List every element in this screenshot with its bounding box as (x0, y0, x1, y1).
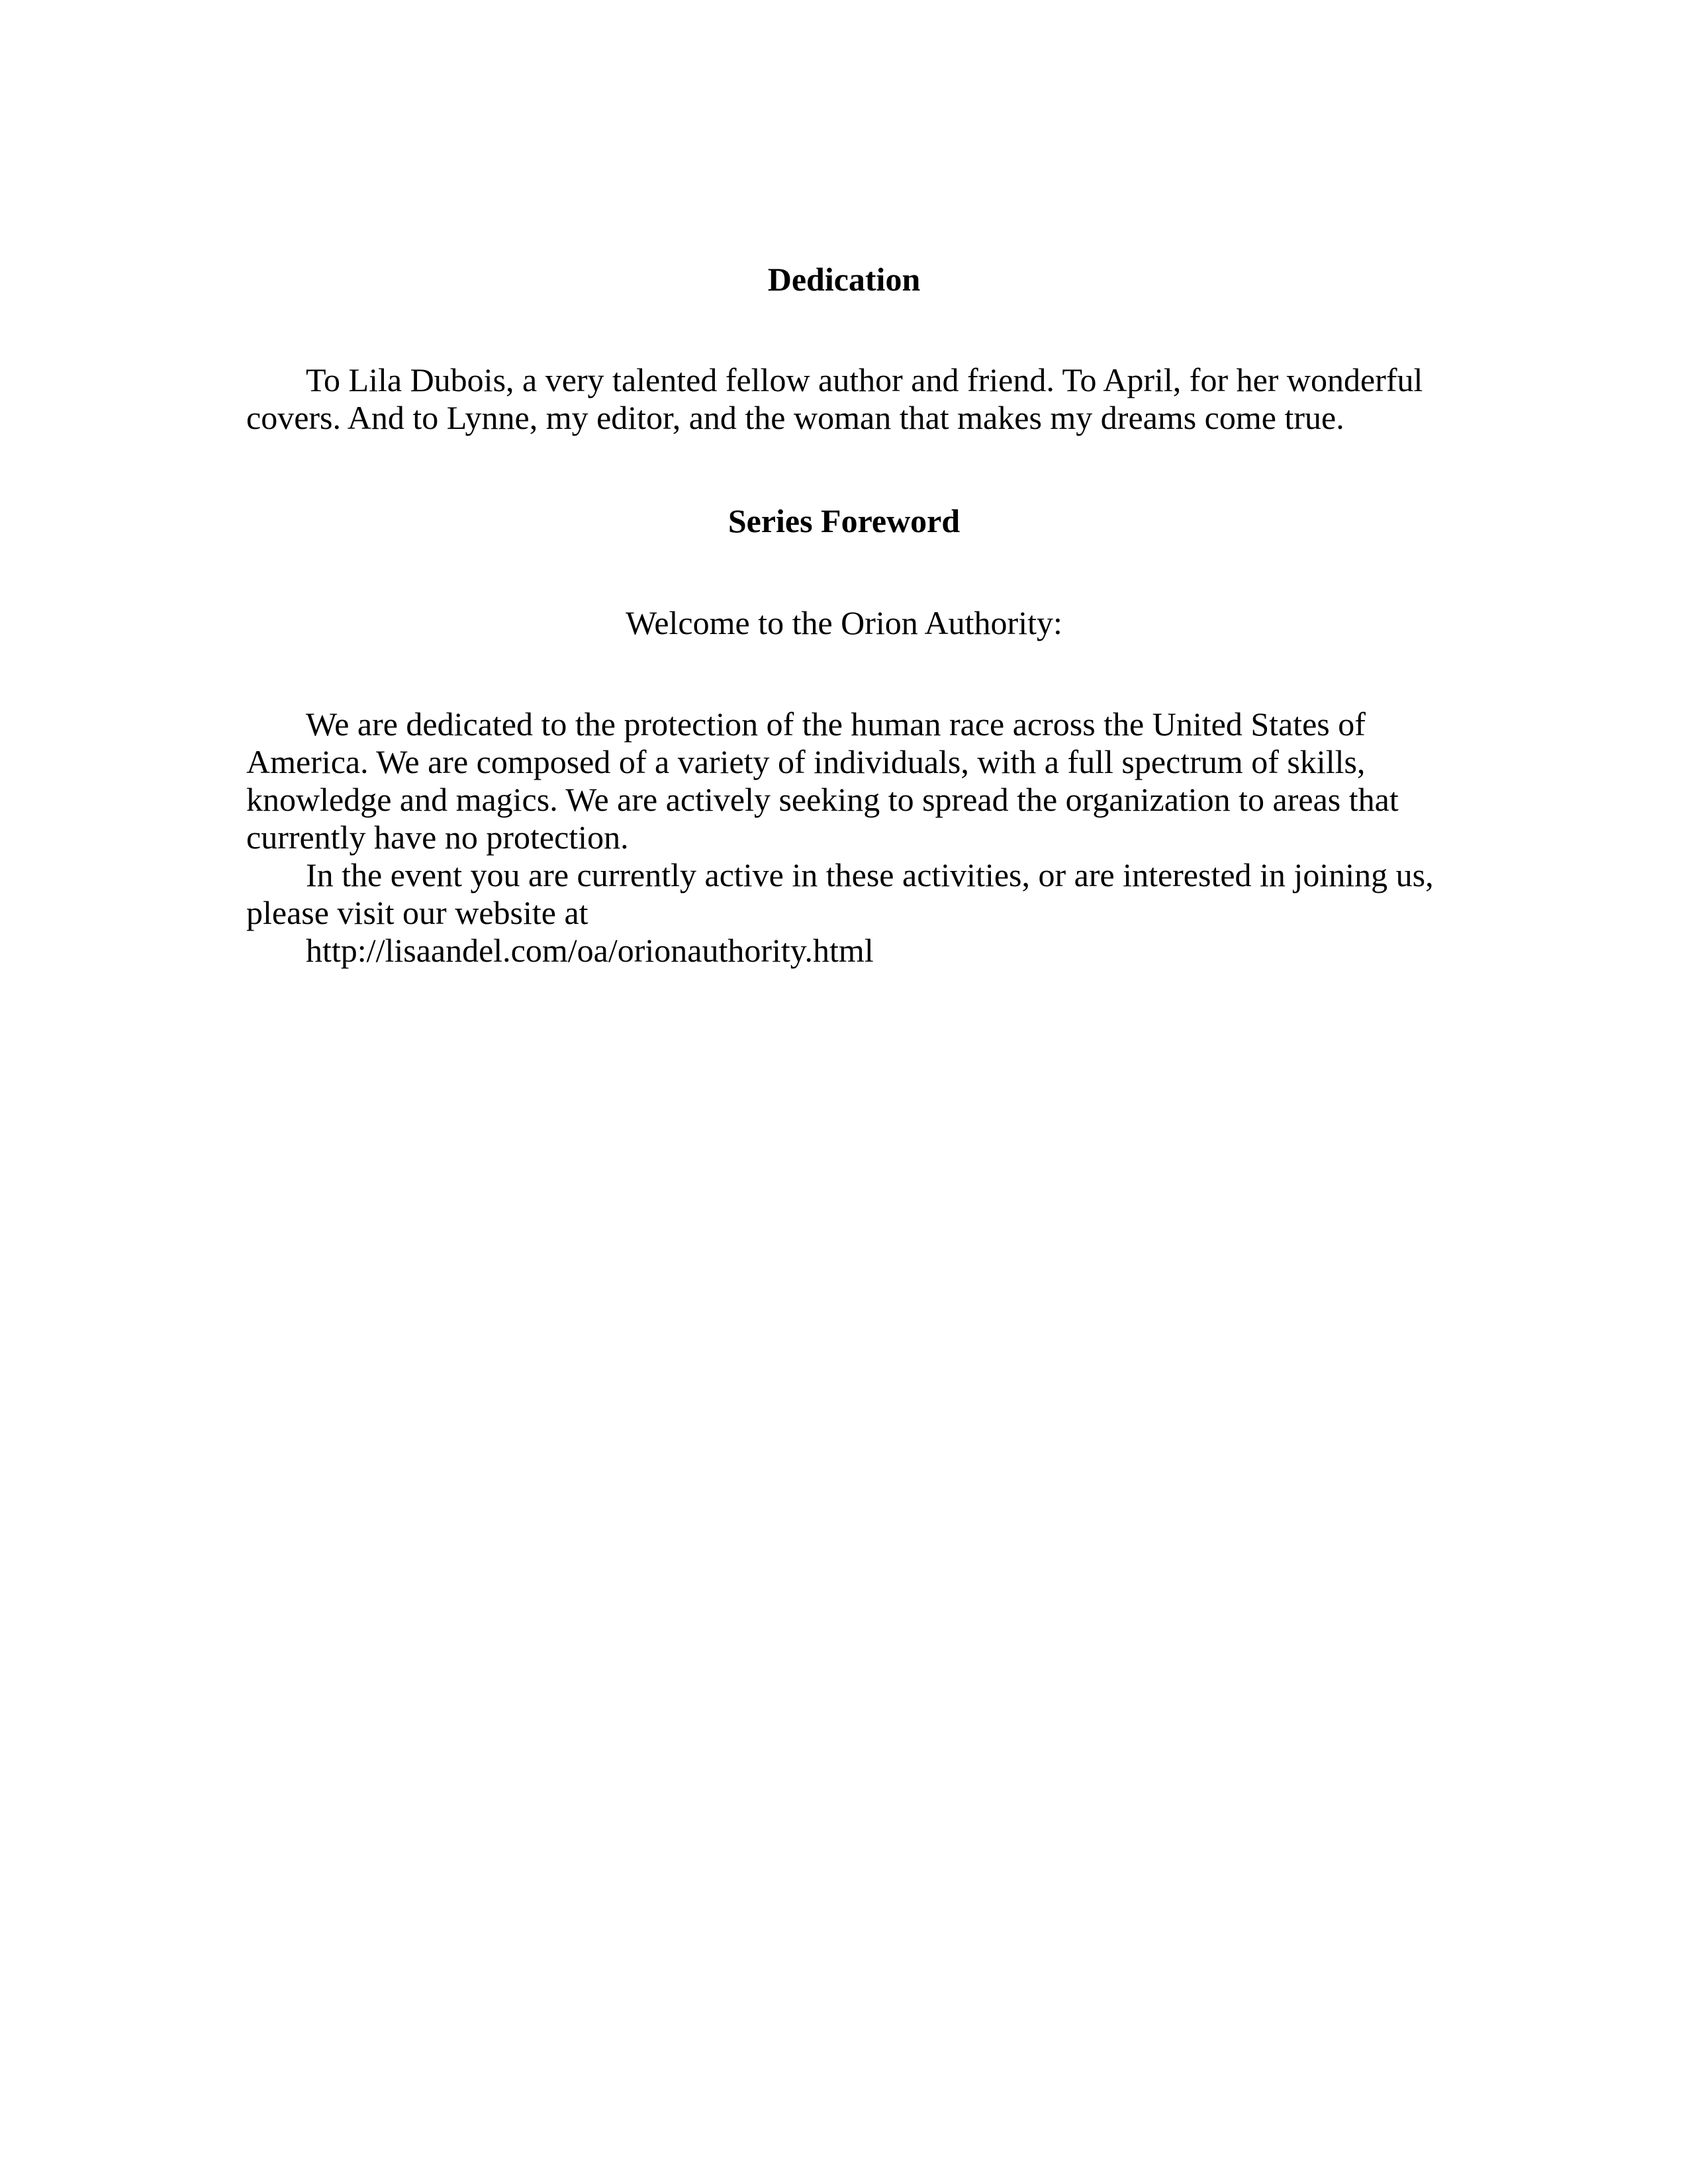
dedication-heading: Dedication (767, 261, 921, 298)
foreword-paragraph-2: In the event you are currently active in these activities, or are interested in joining us, please visit our website at (246, 856, 1434, 931)
series-foreword-heading: Series Foreword (727, 502, 961, 539)
website-url[interactable]: http://lisaandel.com/oa/orionauthority.html (306, 932, 874, 969)
foreword-welcome: Welcome to the Orion Authority: (626, 604, 1062, 641)
foreword-paragraph-1: We are dedicated to the protection of the human race across the United States of America. We are composed of a variety of individuals, with a full spectrum of skills, knowledge and magics. We are actively seeking to spread the organization to areas that currently have no protection. (246, 705, 1399, 856)
dedication-text: To Lila Dubois, a very talented fellow author and friend. To April, for her wonderful covers. And to Lynne, my editor, and the woman that makes my dreams come true. (246, 361, 1423, 436)
page-content (246, 259, 1442, 970)
